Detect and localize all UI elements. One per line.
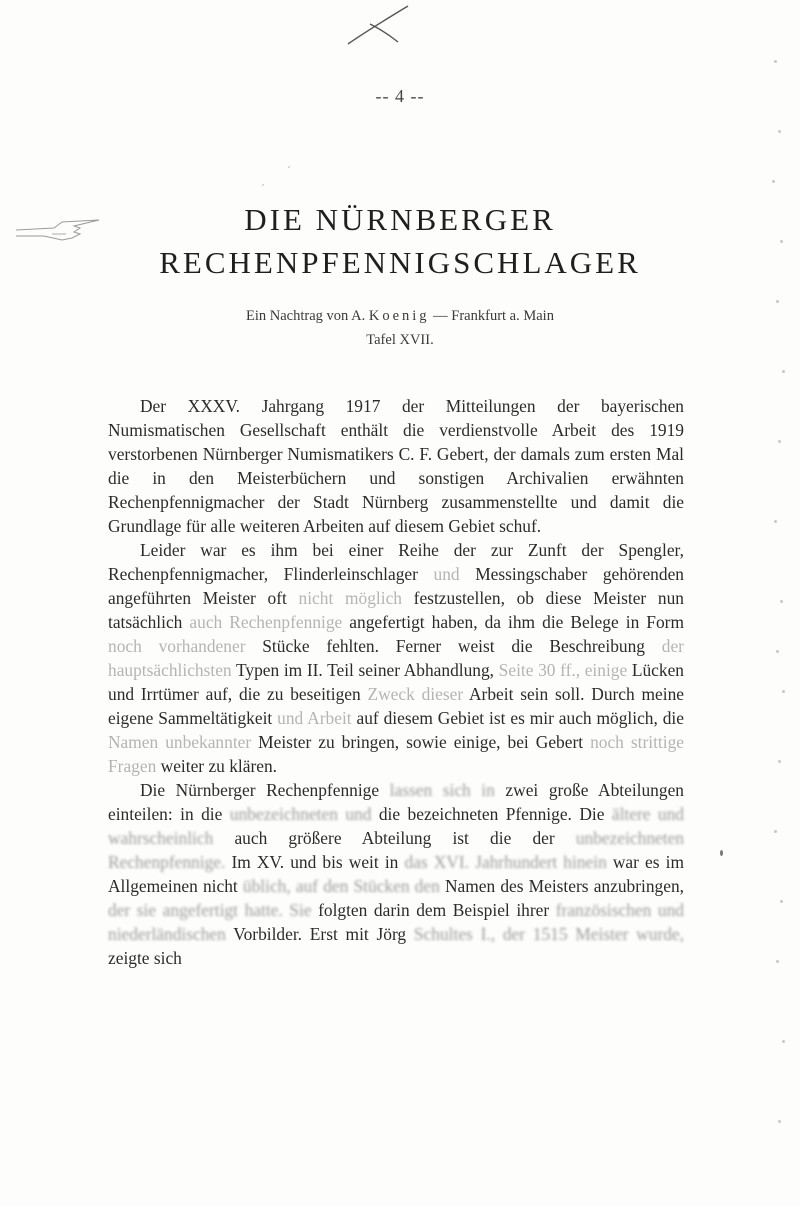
text-run: zwei große Abteilungen einteilen: in die [108,780,684,824]
text-run: folgten darin dem Beispiel ihrer [311,900,556,920]
obscured-text-run: das XVI. Jahrhundert hinein [404,852,607,872]
text-run: zeigte sich [108,948,182,968]
faded-text-run: der hauptsächlichsten [108,636,684,680]
obscured-text-run: ältere und wahrscheinlich [108,804,684,848]
byline [0,304,800,328]
text-run: Stücke fehlten. Ferner weist die Beschreibung [245,636,662,656]
text-run: Namen des Meisters anzubringen, [439,876,684,896]
page-title [0,198,800,284]
text-run: Im XV. und bis weit in [225,852,405,872]
faded-text-run: auch Rechenpfennige [189,612,343,632]
faded-text-run: Seite 30 ff., einige [498,660,628,680]
faded-text-run: noch strittige Fragen [108,732,684,776]
text-run: Meister zu bringen, sowie einige, bei Gebert [251,732,591,752]
text-run: festzustellen, ob diese Meister nun tatsächlich [108,588,684,632]
subtitle-block [0,304,800,352]
author-name: Koenig [368,308,430,324]
obscured-text-run: unbezeichneten und [229,804,372,824]
text-run: Lücken und Irrtümer auf, die zu beseitigen [108,660,685,704]
faded-text-run: noch vorhandener [108,636,246,656]
faded-text-run: Zweck dieser [367,684,464,704]
obscured-text-run: der sie angefertigt hatte. Sie [108,900,312,920]
obscured-text-run: unbezeichneten Rechenpfennige. [108,828,684,872]
text-run: Messingschaber gehörenden angeführten Meister oft [108,564,684,608]
plate-reference: Tafel XVII. [366,332,434,348]
text-run: Vorbilder. Erst mit Jörg [225,924,414,944]
text-run: auch größere Abteilung ist die der [213,828,576,848]
paragraph-3 [108,778,684,970]
text-run: weiter zu klären. [156,756,278,776]
pencil-cross-mark [340,2,420,52]
obscured-text-run: französischen und niederländischen [108,900,685,944]
text-run: Arbeit sein soll. Durch meine eigene Sammeltätigkeit [108,684,685,728]
title-line-1: DIE NÜRNBERGER [244,202,556,237]
faded-text-run: und Arbeit [277,708,352,728]
paragraph-2 [108,538,684,778]
body-text [108,394,684,970]
text-run: auf diesem Gebiet ist es mir auch möglich, die [351,708,684,728]
text-run: Leider war es ihm bei einer Reihe der zur Zunft der Spengler, Rechenpfennigmacher, Flinderleinschlager [108,540,684,584]
byline-prefix: Ein Nachtrag von A. [246,308,369,324]
obscured-text-run: Schultes I., der 1515 Meister wurde, [413,924,684,944]
faded-text-run: nicht möglich [298,588,402,608]
text-run: Die Nürnberger Rechenpfennige [140,780,390,800]
obscured-text-run: üblich, auf den Stücken den [242,876,440,896]
faded-text-run: und [433,564,460,584]
text-run: angefertigt haben, da ihm die Belege in Form [342,612,684,632]
paragraph-1: Der XXXV. Jahrgang 1917 der Mitteilungen der bayerischen Numismatischen Gesellschaft enthält die verdienstvolle Arbeit des 1919 verstorbenen Nürnberger Numismatikers C. F. Gebert, der damals zum ersten Mal die in den Meisterbüchern und sonstigen Archivalien erwähnten Rechenpfennigmacher der Stadt Nürnberg zusammenstellte und damit die Grundlage für alle weiteren Arbeiten auf diesem Gebiet schuf. [108,396,684,536]
byline-place: — Frankfurt a. Main [429,308,554,324]
text-run: Typen im II. Teil seiner Abhandlung, [231,660,499,680]
page-number: -- 4 -- [375,86,425,106]
faded-text-run: Namen unbekannter [108,732,252,752]
obscured-text-run: lassen sich in [389,780,495,800]
text-run: war es im Allgemeinen nicht [108,852,684,896]
title-line-2: RECHENPFENNIGSCHLAGER [159,245,641,280]
margin-specks [760,0,800,1206]
text-run: die bezeichneten Pfennige. Die [371,804,612,824]
